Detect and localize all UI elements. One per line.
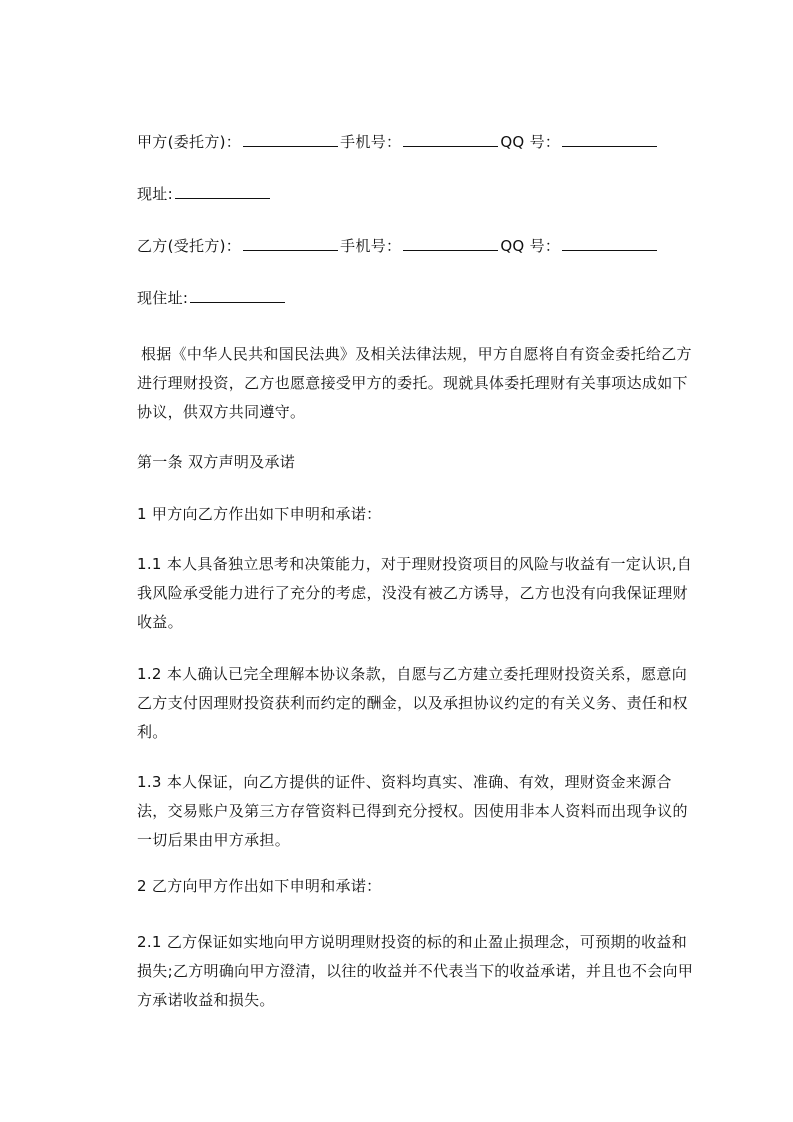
party-a-phone-label: 手机号：	[340, 133, 402, 151]
preamble-paragraph: 根据《中华人民共和国民法典》及相关法律法规，甲方自愿将自有资金委托给乙方进行理财投资，乙方也愿意接受甲方的委托。现就具体委托理财有关事项达成如下协议，供双方共同遵守。	[137, 345, 692, 421]
party-a-label: 甲方(委托方)：	[137, 133, 242, 151]
party-a-address-line	[137, 184, 272, 204]
party-b-phone-label: 手机号：	[340, 237, 402, 255]
item-1-2-paragraph: 1.2 本人确认已完全理解本协议条款，自愿与乙方建立委托理财投资关系，愿意向乙方支付因理财投资获利而约定的酬金，以及承担协议约定的有关义务、责任和权利。	[137, 665, 688, 741]
item-2-1-paragraph: 2.1 乙方保证如实地向甲方说明理财投资的标的和止盈止损理念，可预期的收益和损失;乙方明确向甲方澄清，以往的收益并不代表当下的收益承诺，并且也不会向甲方承诺收益和损失。	[137, 933, 694, 1009]
party-a-address-blank	[175, 184, 270, 199]
item-1-1-paragraph: 1.1 本人具备独立思考和决策能力，对于理财投资项目的风险与收益有一定认识,自我风险承受能力进行了充分的考虑，没没有被乙方诱导，乙方也没有向我保证理财收益。	[137, 555, 693, 631]
party-b-qq-label: QQ 号：	[500, 237, 561, 255]
party-b-address-blank	[190, 288, 285, 303]
party-b-address-label: 现住址:	[137, 289, 189, 307]
party-b-address-line	[137, 288, 287, 308]
article-1-title: 第一条 双方声明及承诺	[137, 453, 296, 471]
party-b-line	[137, 236, 659, 256]
item-1-3-paragraph: 1.3 本人保证，向乙方提供的证件、资料均真实、准确、有效，理财资金来源合法，交易账户及第三方存管资料已得到充分授权。因使用非本人资料而出现争议的一切后果由甲方承担。	[137, 773, 688, 849]
party-b-label: 乙方(受托方)：	[137, 237, 242, 255]
party-a-line	[137, 132, 659, 152]
section-2-title: 2 乙方向甲方作出如下申明和承诺：	[137, 877, 382, 895]
section-1-title: 1 甲方向乙方作出如下申明和承诺：	[137, 505, 382, 523]
party-a-phone-blank	[403, 132, 498, 147]
party-b-qq-blank	[562, 236, 657, 251]
party-a-address-label: 现址:	[137, 185, 173, 203]
party-a-qq-label: QQ 号：	[500, 133, 561, 151]
party-a-qq-blank	[562, 132, 657, 147]
party-b-phone-blank	[403, 236, 498, 251]
party-a-name-blank	[243, 132, 338, 147]
party-b-name-blank	[243, 236, 338, 251]
